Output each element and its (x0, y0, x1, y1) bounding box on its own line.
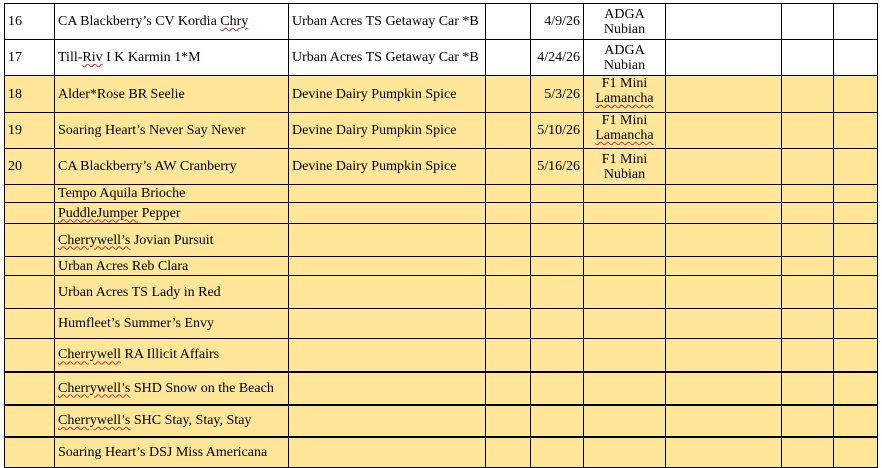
blank-cell (834, 149, 878, 185)
sire-name: Devine Dairy Pumpkin Spice (292, 86, 457, 102)
row-number-cell (5, 76, 55, 113)
row-number-cell (5, 185, 55, 203)
breed-cell (584, 372, 666, 405)
blank-cell (834, 437, 878, 468)
due-date-cell (531, 113, 584, 149)
sire-name-cell (289, 76, 486, 113)
row-number-cell (5, 224, 55, 257)
blank-cell (834, 276, 878, 309)
dam-name-cell (55, 149, 289, 185)
blank-cell (666, 309, 782, 339)
dam-name-part: Soaring Heart’s Never Say Never (58, 123, 246, 138)
breed-cell (584, 203, 666, 224)
due-date-cell (531, 40, 584, 76)
breed-cell (584, 185, 666, 203)
dam-name-part: I K Karmin 1*M (102, 50, 201, 65)
blank-cell (834, 257, 878, 276)
blank-cell (782, 149, 834, 185)
blank-cell (666, 224, 782, 257)
dam-name-part: Tempo Aquila Brioche (58, 186, 186, 201)
breed-line-1: F1 Mini (601, 76, 648, 91)
dam-name-part: RA Illicit Affairs (120, 347, 220, 363)
table-row (5, 276, 878, 309)
dam-name-part: Humfleet’s Summer’s Envy (58, 316, 215, 331)
blank-cell (666, 149, 782, 185)
blank-cell (486, 4, 531, 40)
breed-line-1: ADGA (604, 42, 645, 58)
sire-name-cell (289, 149, 486, 185)
dam-name-cell (55, 185, 289, 203)
breed-cell (584, 437, 666, 468)
row-number-cell (5, 113, 55, 149)
blank-cell (486, 149, 531, 185)
dam-name-part: SHC Stay, Stay, Stay (130, 413, 252, 428)
row-number-cell (5, 276, 55, 309)
table-row (5, 309, 878, 339)
sire-name: Urban Acres TS Getaway Car *B (292, 14, 479, 29)
row-number-cell (5, 339, 55, 372)
table-row (5, 224, 878, 257)
breed-cell (584, 4, 666, 40)
dam-name-cell (55, 339, 289, 372)
blank-cell (666, 339, 782, 372)
table-body (5, 4, 878, 468)
dam-name-cell (55, 4, 289, 40)
blank-cell (666, 185, 782, 203)
blank-cell (666, 4, 782, 40)
row-number: 18 (8, 86, 22, 102)
blank-cell (486, 203, 531, 224)
dam-name-cell (55, 76, 289, 113)
dam-name-part: CA Blackberry’s AW Cranberry (58, 159, 237, 174)
table-row (5, 339, 878, 372)
table-row (5, 203, 878, 224)
dam-name-cell (55, 113, 289, 149)
row-number: 17 (8, 50, 22, 65)
blank-cell (666, 276, 782, 309)
due-date: 4/24/26 (537, 50, 580, 65)
row-number-cell (5, 372, 55, 405)
sire-name-cell (289, 372, 486, 405)
sire-name-cell (289, 437, 486, 468)
sire-name-cell (289, 185, 486, 203)
dam-name-misspelled: Cherrywell (58, 347, 121, 363)
blank-cell (782, 309, 834, 339)
dam-name-part: CA Blackberry’s CV Kordia (58, 14, 221, 29)
due-date: 5/16/26 (537, 159, 580, 174)
breed-line-1: ADGA (604, 6, 645, 22)
blank-cell (782, 405, 834, 437)
sire-name-cell (289, 309, 486, 339)
blank-cell (782, 372, 834, 405)
dam-name-misspelled: Cherrywell’s (58, 413, 131, 428)
sire-name-cell (289, 257, 486, 276)
sire-name-cell (289, 405, 486, 437)
sire-name-cell (289, 224, 486, 257)
dam-name-part: Alder*Rose BR Seelie (58, 86, 185, 102)
breed-line-1: F1 Mini (601, 113, 648, 128)
due-date-cell (531, 339, 584, 372)
dam-name-misspelled: Riv (82, 50, 103, 65)
row-number-cell (5, 4, 55, 40)
blank-cell (834, 405, 878, 437)
due-date: 5/10/26 (537, 123, 580, 138)
table-row (5, 185, 878, 203)
row-number-cell (5, 149, 55, 185)
due-date-cell (531, 405, 584, 437)
due-date-cell (531, 185, 584, 203)
dam-name-part: Soaring Heart’s DSJ Miss Americana (58, 444, 268, 460)
due-date: 5/3/26 (544, 86, 580, 102)
sire-name: Devine Dairy Pumpkin Spice (292, 123, 457, 138)
blank-cell (782, 203, 834, 224)
blank-cell (782, 276, 834, 309)
dam-name-part: Jovian Pursuit (130, 232, 214, 248)
row-number-cell (5, 405, 55, 437)
sire-name-cell (289, 113, 486, 149)
table-row (5, 76, 878, 113)
blank-cell (486, 372, 531, 405)
blank-cell (834, 203, 878, 224)
blank-cell (834, 76, 878, 113)
dam-name-part: Pepper (138, 205, 181, 221)
sire-name-cell (289, 276, 486, 309)
blank-cell (782, 185, 834, 203)
blank-cell (666, 405, 782, 437)
row-number-cell (5, 309, 55, 339)
table-row (5, 372, 878, 405)
blank-cell (666, 203, 782, 224)
blank-cell (486, 276, 531, 309)
dam-name-cell (55, 257, 289, 276)
due-date-cell (531, 372, 584, 405)
blank-cell (782, 257, 834, 276)
blank-cell (782, 4, 834, 40)
breed-cell (584, 405, 666, 437)
blank-cell (486, 224, 531, 257)
blank-cell (666, 113, 782, 149)
breed-cell (584, 76, 666, 113)
blank-cell (834, 224, 878, 257)
dam-name-cell (55, 224, 289, 257)
blank-cell (486, 257, 531, 276)
row-number: 16 (8, 14, 22, 29)
blank-cell (486, 40, 531, 76)
row-number: 20 (8, 159, 22, 174)
blank-cell (486, 405, 531, 437)
table-row (5, 257, 878, 276)
row-number-cell (5, 257, 55, 276)
due-date-cell (531, 276, 584, 309)
blank-cell (486, 185, 531, 203)
blank-cell (834, 372, 878, 405)
due-date-cell (531, 149, 584, 185)
dam-name-misspelled: Chry (220, 14, 249, 29)
dam-name-misspelled: Cherrywell’s (58, 380, 131, 396)
blank-cell (666, 76, 782, 113)
dam-name-part: Urban Acres Reb Clara (58, 258, 189, 274)
breed-line-2: Lamancha (595, 91, 654, 106)
dam-name-misspelled: PuddleJumper (58, 205, 139, 221)
breed-line-2: Lamancha (595, 128, 654, 143)
dam-name-cell (55, 309, 289, 339)
sire-name-cell (289, 40, 486, 76)
blank-cell (782, 40, 834, 76)
breed-cell (584, 149, 666, 185)
dam-name-cell (55, 372, 289, 405)
due-date-cell (531, 257, 584, 276)
blank-cell (486, 437, 531, 468)
breed-line-2: Nubian (603, 21, 646, 37)
blank-cell (834, 339, 878, 372)
dam-name-part: Urban Acres TS Lady in Red (58, 284, 221, 300)
dam-name-cell (55, 203, 289, 224)
blank-cell (834, 309, 878, 339)
blank-cell (834, 185, 878, 203)
sire-name: Devine Dairy Pumpkin Spice (292, 159, 457, 174)
breed-line-2: Nubian (603, 57, 646, 73)
blank-cell (666, 257, 782, 276)
due-date-cell (531, 76, 584, 113)
sire-name-cell (289, 339, 486, 372)
dam-name-cell (55, 276, 289, 309)
due-date-cell (531, 203, 584, 224)
blank-cell (666, 437, 782, 468)
blank-cell (666, 40, 782, 76)
row-number-cell (5, 437, 55, 468)
breed-cell (584, 309, 666, 339)
breed-cell (584, 113, 666, 149)
table-row (5, 113, 878, 149)
breed-cell (584, 257, 666, 276)
blank-cell (782, 437, 834, 468)
blank-cell (486, 76, 531, 113)
dam-name-cell (55, 40, 289, 76)
table-row (5, 40, 878, 76)
due-date-cell (531, 437, 584, 468)
blank-cell (666, 372, 782, 405)
blank-cell (486, 309, 531, 339)
sire-name-cell (289, 4, 486, 40)
sire-name: Urban Acres TS Getaway Car *B (292, 50, 479, 65)
blank-cell (782, 224, 834, 257)
breed-line-1: F1 Mini (601, 151, 648, 167)
blank-cell (782, 113, 834, 149)
table-row (5, 4, 878, 40)
row-number: 19 (8, 123, 22, 138)
due-date-cell (531, 4, 584, 40)
breed-cell (584, 276, 666, 309)
dam-name-cell (55, 405, 289, 437)
breed-cell (584, 40, 666, 76)
dam-name-part: SHD Snow on the Beach (130, 380, 274, 396)
table-row (5, 149, 878, 185)
breed-cell (584, 339, 666, 372)
row-number-cell (5, 40, 55, 76)
blank-cell (834, 40, 878, 76)
breed-cell (584, 224, 666, 257)
due-date-cell (531, 309, 584, 339)
dam-name-part: Till- (58, 50, 83, 65)
blank-cell (834, 113, 878, 149)
table-row (5, 405, 878, 437)
blank-cell (782, 339, 834, 372)
table-row (5, 437, 878, 468)
due-date: 4/9/26 (544, 14, 580, 29)
blank-cell (834, 4, 878, 40)
blank-cell (486, 339, 531, 372)
dam-name-cell (55, 437, 289, 468)
breed-line-2: Nubian (603, 166, 646, 182)
breeding-schedule-table (4, 3, 878, 468)
dam-name-misspelled: Cherrywell’s (58, 232, 131, 248)
sire-name-cell (289, 203, 486, 224)
blank-cell (782, 76, 834, 113)
row-number-cell (5, 203, 55, 224)
blank-cell (486, 113, 531, 149)
due-date-cell (531, 224, 584, 257)
